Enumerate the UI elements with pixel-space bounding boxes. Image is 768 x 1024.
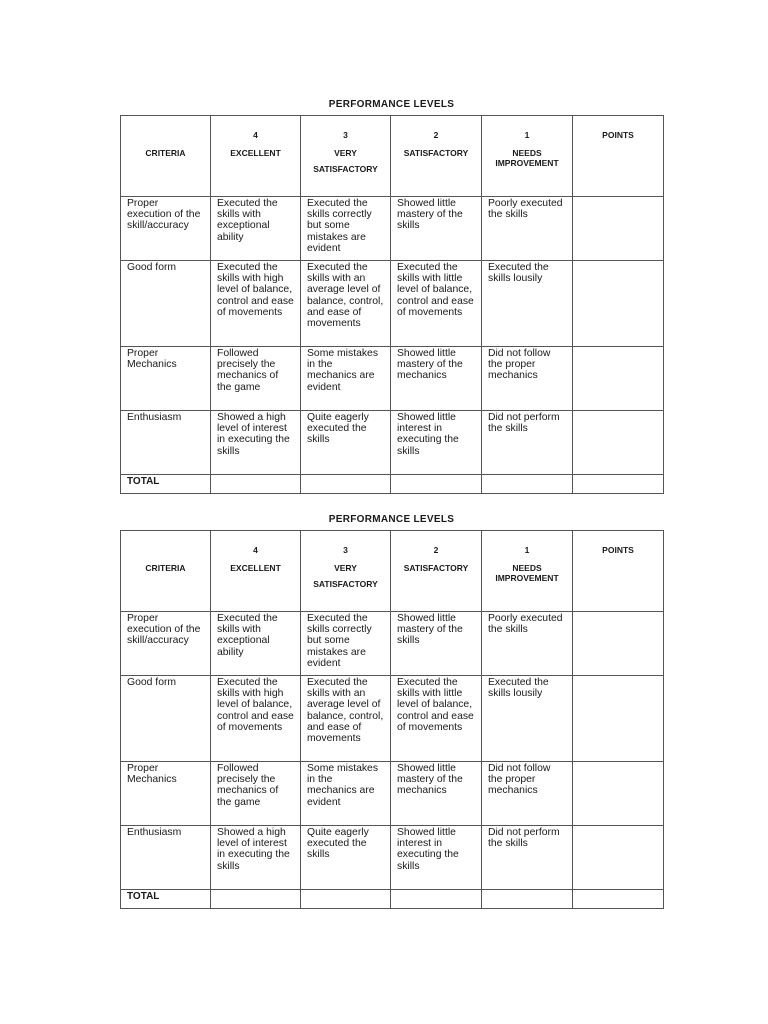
level-label: EXCELLENT	[230, 563, 281, 573]
level-label: SATISFACTORY	[403, 148, 469, 158]
level-label: NEEDS IMPROVEMENT	[495, 148, 559, 168]
descriptor-cell: Executed the skills with high level of balance, control and ease of movements	[211, 261, 301, 347]
criteria-cell: Good form	[121, 261, 211, 347]
level-number: 4	[253, 130, 258, 140]
descriptor-cell: Poorly executed the skills	[482, 612, 573, 676]
rubric-table	[120, 115, 664, 494]
table-row	[121, 826, 664, 890]
level-header-2	[391, 116, 482, 197]
descriptor-cell: Showed little mastery of the mechanics	[391, 347, 482, 411]
criteria-cell: Proper Mechanics	[121, 347, 211, 411]
descriptor-cell: Executed the skills with an average level of balance, control, and ease of movements	[301, 676, 391, 762]
points-cell	[573, 762, 664, 826]
descriptor-cell: Executed the skills with an average level of balance, control, and ease of movements	[301, 261, 391, 347]
rubric-title: PERFORMANCE LEVELS	[328, 514, 455, 525]
level-header-4	[211, 116, 301, 197]
rubric-table	[120, 530, 664, 909]
total-cell	[211, 890, 301, 909]
descriptor-cell: Executed the skills correctly but some mistakes are evident	[301, 197, 391, 261]
level-number: 3	[343, 545, 348, 555]
points-cell	[573, 261, 664, 347]
level-header-1	[482, 531, 573, 612]
criteria-cell: Proper execution of the skill/accuracy	[121, 612, 211, 676]
criteria-cell: Good form	[121, 676, 211, 762]
table-row	[121, 676, 664, 762]
descriptor-cell: Executed the skills with little level of balance, control and ease of movements	[391, 676, 482, 762]
total-cell	[391, 890, 482, 909]
descriptor-cell: Followed precisely the mechanics of the game	[211, 762, 301, 826]
criteria-cell: Proper Mechanics	[121, 762, 211, 826]
criteria-header: CRITERIA	[121, 116, 211, 197]
descriptor-cell: Showed little mastery of the skills	[391, 612, 482, 676]
descriptor-cell: Showed little mastery of the mechanics	[391, 762, 482, 826]
table-row	[121, 261, 664, 347]
points-cell	[573, 411, 664, 475]
descriptor-cell: Followed precisely the mechanics of the game	[211, 347, 301, 411]
descriptor-cell: Executed the skills with exceptional ability	[211, 612, 301, 676]
header-row	[121, 116, 664, 197]
level-number: 4	[253, 545, 258, 555]
level-header-3	[301, 531, 391, 612]
level-label: VERY	[334, 563, 357, 573]
total-row	[121, 890, 664, 909]
total-cell	[573, 475, 664, 494]
descriptor-cell: Some mistakes in the mechanics are evident	[301, 347, 391, 411]
descriptor-cell: Did not follow the proper mechanics	[482, 762, 573, 826]
rubric	[120, 510, 663, 909]
total-cell	[301, 475, 391, 494]
total-label: TOTAL	[121, 475, 211, 494]
descriptor-cell: Showed a high level of interest in executing the skills	[211, 826, 301, 890]
table-row	[121, 762, 664, 826]
descriptor-cell: Showed little interest in executing the skills	[391, 411, 482, 475]
total-cell	[391, 475, 482, 494]
level-number: 1	[524, 545, 530, 555]
descriptor-cell: Executed the skills with high level of balance, control and ease of movements	[211, 676, 301, 762]
level-label: EXCELLENT	[230, 148, 281, 158]
descriptor-cell: Did not follow the proper mechanics	[482, 347, 573, 411]
level-number: 2	[433, 545, 439, 555]
rubric	[120, 95, 663, 494]
points-cell	[573, 826, 664, 890]
points-cell	[573, 347, 664, 411]
header-row	[121, 531, 664, 612]
descriptor-cell: Did not perform the skills	[482, 411, 573, 475]
points-cell	[573, 612, 664, 676]
level-number: 3	[343, 130, 348, 140]
descriptor-cell: Poorly executed the skills	[482, 197, 573, 261]
level-header-1	[482, 116, 573, 197]
descriptor-cell: Quite eagerly executed the skills	[301, 411, 391, 475]
points-cell	[573, 197, 664, 261]
level-label: VERY	[334, 148, 357, 158]
level-label: NEEDS IMPROVEMENT	[495, 563, 559, 583]
level-label: SATISFACTORY	[403, 563, 469, 573]
descriptor-cell: Executed the skills with exceptional ability	[211, 197, 301, 261]
criteria-header: CRITERIA	[121, 531, 211, 612]
level-header-2	[391, 531, 482, 612]
table-row	[121, 347, 664, 411]
points-cell	[573, 676, 664, 762]
level-label-line2: SATISFACTORY	[313, 579, 378, 589]
level-number: 2	[433, 130, 439, 140]
table-row	[121, 411, 664, 475]
total-cell	[301, 890, 391, 909]
criteria-cell: Enthusiasm	[121, 826, 211, 890]
table-row	[121, 197, 664, 261]
level-header-4	[211, 531, 301, 612]
criteria-cell: Proper execution of the skill/accuracy	[121, 197, 211, 261]
points-header: POINTS	[573, 531, 664, 612]
descriptor-cell: Executed the skills correctly but some mistakes are evident	[301, 612, 391, 676]
total-row	[121, 475, 664, 494]
total-cell	[211, 475, 301, 494]
points-header: POINTS	[573, 116, 664, 197]
descriptor-cell: Executed the skills with little level of balance, control and ease of movements	[391, 261, 482, 347]
descriptor-cell: Showed a high level of interest in executing the skills	[211, 411, 301, 475]
level-label-line2: SATISFACTORY	[313, 164, 378, 174]
total-cell	[573, 890, 664, 909]
criteria-cell: Enthusiasm	[121, 411, 211, 475]
total-label: TOTAL	[121, 890, 211, 909]
total-cell	[482, 890, 573, 909]
rubric-title: PERFORMANCE LEVELS	[328, 99, 455, 110]
descriptor-cell: Showed little mastery of the skills	[391, 197, 482, 261]
table-row	[121, 612, 664, 676]
level-number: 1	[524, 130, 530, 140]
level-header-3	[301, 116, 391, 197]
descriptor-cell: Quite eagerly executed the skills	[301, 826, 391, 890]
descriptor-cell: Executed the skills lousily	[482, 676, 573, 762]
descriptor-cell: Did not perform the skills	[482, 826, 573, 890]
total-cell	[482, 475, 573, 494]
descriptor-cell: Showed little interest in executing the skills	[391, 826, 482, 890]
descriptor-cell: Executed the skills lousily	[482, 261, 573, 347]
descriptor-cell: Some mistakes in the mechanics are evident	[301, 762, 391, 826]
